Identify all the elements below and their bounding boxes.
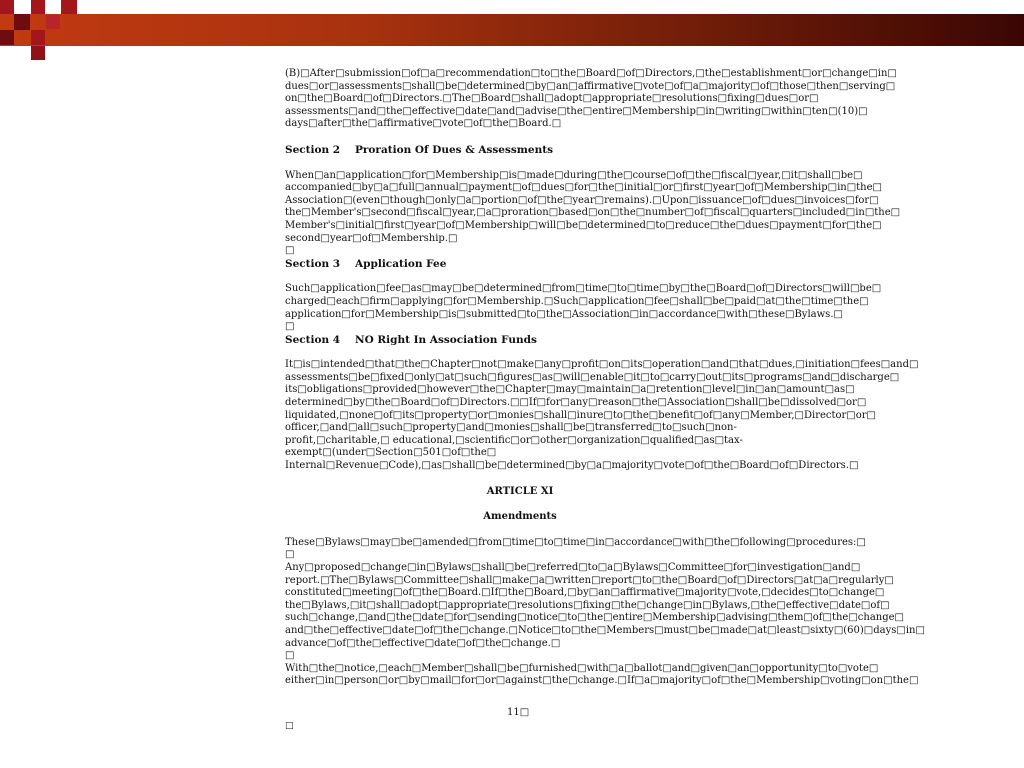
blank-line: □: [285, 245, 295, 257]
page-end-mark: □: [285, 721, 294, 731]
corner-square: [0, 30, 14, 45]
section-number: Section 3: [285, 257, 341, 270]
corner-square: [31, 0, 45, 14]
amendments-paragraph-2: With□the□notice,□each□Member□shall□be□furnished□with□a□ballot□and□given□an□opportunity□to□vote□ either□in□person□or□by□mail□for□or□against□the□change.□If□a□majority□of□the□Membership□voting□on□the□: [285, 662, 919, 687]
header-band: [0, 14, 1024, 46]
corner-square: [61, 0, 77, 14]
section-4-heading: [285, 334, 755, 347]
article-title: Amendments: [483, 511, 557, 523]
corner-square: [31, 30, 45, 45]
paragraph-b: (B)□After□submission□of□a□recommendation□to□the□Board□of□Directors,□the□establishment□or□change□in□ dues□or□assessments□shall□be□determined□by□an□affirmative□vote□of□a□majority□of□those□then□serving□ on□the□Board□of□Directors.□The□Board□shall□adopt□appropriate□resolutions□fixing□dues□or□ assessments□and□the□effective□date□and□advise□the□entire□Membership□in□writing□within□ten□(10)□ days□after□the□affirmative□vote□of□the□Board.□: [285, 68, 897, 130]
blank-line: □: [285, 650, 295, 662]
amendments-paragraph-1: Any□proposed□change□in□Bylaws□shall□be□referred□to□a□Bylaws□Committee□for□investigation□and□ report.□The□Bylaws□Committee□shall□make□a□written□report□to□the□Board□of□Directors□at□a□regularly□ constituted□meeting□of□the□Board.□If□the□Board,□by□an□affirmative□majority□vote,□decides□to□change□ the□Bylaws,□it□shall□adopt□appropriate□resolutions□fixing□the□change□in□Bylaws,□the□effective□date□of□ such□change,□and□the□date□for□sending□notice□to□the□entire□Membership□advising□them□of□the□change□ and□the□effective□date□of□the□change.□Notice□to□the□Members□must□be□made□at□least□sixty□(60)□days□in□ advance□of□the□effective□date□of□the□change.□: [285, 562, 925, 649]
section-4-body: It□is□intended□that□the□Chapter□not□make□any□profit□on□its□operation□and□that□dues,□initiation□fees□and□ assessments□be□fixed□only□at□such□figures□as□will□enable□it□to□carry□out□its□programs□and□discharge□ its□obligations□provided□however□the□Chapter□may□maintain□a□retention□level□in□an□amount□as□ determined□by□the□Board□of□Directors.□□If□for□any□reason□the□Association□shall□be□dissolved□or□ liquidated,□none□of□its□property□or□monies□shall□inure□to□the□benefit□of□any□Member,□Director□or□ officer,□and□all□such□property□and□monies□shall□be□transferred□to□such□non-profit,□charitable,□ educational,□scientific□or□other□organization□qualified□as□tax-exempt□(under□Section□501□of□the□ Internal□Revenue□Code),□as□shall□be□determined□by□a□majority□vote□of□the□Board□of□Directors.□: [285, 359, 919, 472]
section-title: NO Right In Association Funds: [355, 333, 537, 346]
corner-square: [0, 0, 14, 14]
section-3-body: Such□application□fee□as□may□be□determined□from□time□to□time□by□the□Board□of□Directors□will□be□ charged□each□firm□applying□for□Membership.□Such□application□fee□shall□be□paid□at□the□time□the□ application□for□Membership□is□submitted□to□the□Association□in□accordance□with□these□Bylaws.□: [285, 283, 882, 320]
section-2-heading: [285, 144, 755, 157]
section-title: Application Fee: [355, 257, 447, 270]
section-number: Section 4: [285, 333, 341, 346]
page-number: 11□: [507, 707, 530, 718]
corner-square: [46, 15, 60, 29]
amendments-intro: These□Bylaws□may□be□amended□from□time□to□time□in□accordance□with□the□following□procedures:□: [285, 536, 866, 548]
section-number: Section 2: [285, 143, 341, 156]
document-page: [285, 68, 925, 688]
section-title: Proration Of Dues & Assessments: [355, 143, 553, 156]
section-3-heading: [285, 258, 755, 271]
blank-line: □: [285, 321, 295, 333]
corner-square: [31, 46, 45, 60]
section-2-body: When□an□application□for□Membership□is□made□during□the□course□of□the□fiscal□year,□it□shall□be□ accompanied□by□a□full□annual□payment□of□dues□for□the□initial□or□first□year□of□Membership□in□the□ Association□(even□though□only□a□portion□of□the□year□remains).□Upon□issuance□of□dues□invoices□for□ the□Member's□second□fiscal□year,□a□proration□based□on□the□number□of□fiscal□quarters□included□in□the□ Member's□initial□first□year□of□Membership□will□be□determined□to□reduce□the□dues□payment□for□the□ second□year□of□Membership.□: [285, 169, 901, 244]
blank-line: □: [285, 549, 295, 561]
article-heading: ARTICLE XI: [486, 485, 554, 497]
corner-square: [14, 14, 30, 30]
